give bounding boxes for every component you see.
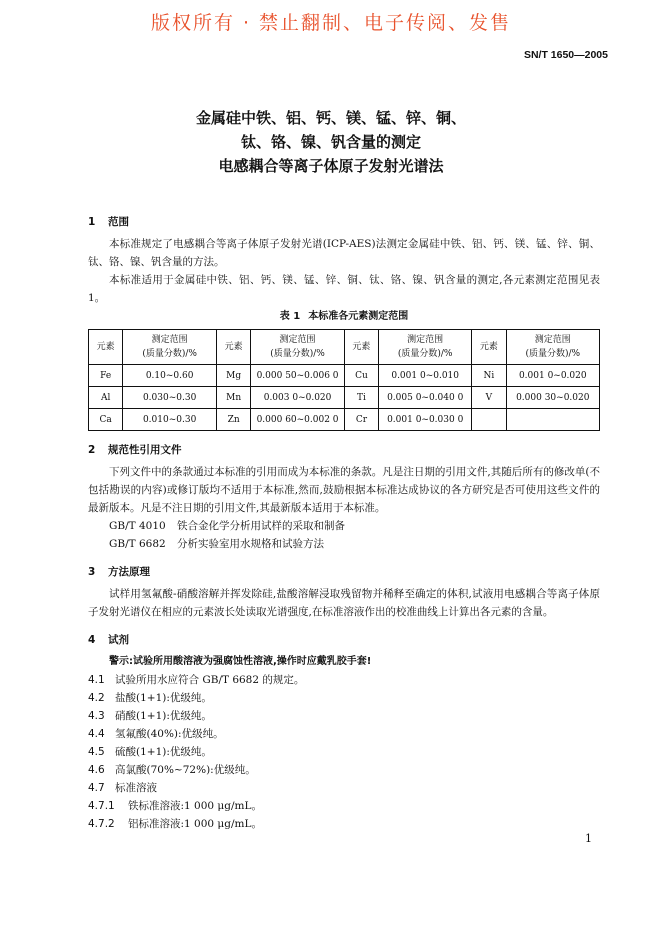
- scope-paragraph-2: 本标准适用于金属硅中铁、铝、钙、镁、锰、锌、铜、钛、铬、镍、钒含量的测定,各元素测定范围见表 1。: [88, 274, 600, 304]
- cell-element: Mn: [216, 387, 250, 409]
- section-heading-normative-references: [88, 441, 600, 459]
- title-line-2: 钛、铬、镍、钒含量的测定: [240, 133, 421, 151]
- reagent-item: [88, 707, 600, 725]
- document-title: [0, 106, 662, 178]
- header-element: 元素: [344, 330, 378, 365]
- document-body: [88, 206, 600, 833]
- table-row: [89, 387, 600, 409]
- section-title: 规范性引用文件: [108, 444, 182, 456]
- item-text: 氢氟酸(40%):优级纯。: [115, 728, 224, 740]
- cell-range: 0.000 60~0.002 0: [251, 409, 344, 431]
- table-title: 本标准各元素测定范围: [308, 311, 409, 322]
- header-range: 测定范围 (质量分数)/%: [123, 330, 217, 365]
- header-element: 元素: [216, 330, 250, 365]
- cell-range: 0.000 50~0.006 0: [251, 365, 344, 387]
- cell-range: 0.001 0~0.010: [379, 365, 472, 387]
- cell-element: Al: [89, 387, 123, 409]
- section-number: 2: [88, 444, 96, 456]
- header-element: 元素: [89, 330, 123, 365]
- section-title: 范围: [108, 216, 129, 228]
- scope-paragraph-1: 本标准规定了电感耦合等离子体原子发射光谱(ICP-AES)法测定金属硅中铁、铝、钙、镁、锰、锌、铜、钛、铬、镍、钒含量的方法。: [88, 238, 600, 268]
- item-number: 4.3: [88, 710, 105, 722]
- cell-range: 0.003 0~0.020: [251, 387, 344, 409]
- header-range: 测定范围 (质量分数)/%: [379, 330, 472, 365]
- reagent-item: [88, 815, 600, 833]
- item-text: 试验所用水应符合 GB/T 6682 的规定。: [115, 674, 305, 686]
- cell-range: 0.000 30~0.020: [506, 387, 599, 409]
- item-number: 4.7: [88, 782, 105, 794]
- reagent-item: [88, 671, 600, 689]
- reference-item: [88, 517, 600, 535]
- measurement-range-table: [88, 329, 600, 431]
- reagent-item: [88, 761, 600, 779]
- cell-element: Ca: [89, 409, 123, 431]
- item-number: 4.7.1: [88, 800, 115, 812]
- section-title: 方法原理: [108, 566, 150, 578]
- section-heading-scope: [88, 213, 600, 231]
- cell-range: 0.010~0.30: [123, 409, 217, 431]
- cell-range: 0.001 0~0.020: [506, 365, 599, 387]
- header-range: 测定范围 (质量分数)/%: [506, 330, 599, 365]
- cell-element: Fe: [89, 365, 123, 387]
- section-heading-principle: [88, 563, 600, 581]
- section-number: 1: [88, 216, 96, 228]
- table-header-row: [89, 330, 600, 365]
- table-caption: [88, 308, 600, 326]
- section-title: 试剂: [108, 634, 129, 646]
- safety-warning: 警示:试验所用酸溶液为强腐蚀性溶液,操作时应戴乳胶手套!: [109, 656, 372, 667]
- item-text: 标准溶液: [115, 782, 157, 794]
- item-text: 盐酸(1+1):优级纯。: [115, 692, 212, 704]
- cell-element: Cr: [344, 409, 378, 431]
- item-number: 4.5: [88, 746, 105, 758]
- cell-element: Zn: [216, 409, 250, 431]
- header-range: 测定范围 (质量分数)/%: [251, 330, 344, 365]
- cell-range: 0.005 0~0.040 0: [379, 387, 472, 409]
- item-number: 4.4: [88, 728, 105, 740]
- cell-element: Mg: [216, 365, 250, 387]
- reagent-item: [88, 779, 600, 797]
- cell-element: Cu: [344, 365, 378, 387]
- item-text: 铝标准溶液:1 000 μg/mL。: [128, 818, 262, 830]
- item-text: 硝酸(1+1):优级纯。: [115, 710, 212, 722]
- reference-code: GB/T 4010: [109, 520, 166, 532]
- section-heading-reagents: [88, 631, 600, 649]
- reagent-item: [88, 689, 600, 707]
- reference-title: 分析实验室用水规格和试验方法: [177, 538, 324, 550]
- title-line-1: 金属硅中铁、铝、钙、镁、锰、锌、铜、: [195, 109, 466, 127]
- cell-element: [472, 409, 506, 431]
- references-paragraph: 下列文件中的条款通过本标准的引用而成为本标准的条款。凡是注日期的引用文件,其随后所有的修改单(不包括勘误的内容)或修订版均不适用于本标准,然而,鼓励根据本标准达成协议的各方研究是否可使用这些文件的最新版本。凡是不注日期的引用文件,其最新版本适用于本标准。: [88, 466, 600, 514]
- cell-element: Ti: [344, 387, 378, 409]
- cell-element: V: [472, 387, 506, 409]
- section-number: 3: [88, 566, 96, 578]
- page-number: 1: [585, 832, 592, 845]
- table-row: [89, 365, 600, 387]
- reagent-item: [88, 797, 600, 815]
- copyright-banner: 版权所有 · 禁止翻制、电子传阅、发售: [150, 12, 512, 34]
- reagent-item: [88, 725, 600, 743]
- item-number: 4.7.2: [88, 818, 115, 830]
- reference-code: GB/T 6682: [109, 538, 166, 550]
- reference-item: [88, 535, 600, 553]
- item-text: 硫酸(1+1):优级纯。: [115, 746, 212, 758]
- item-number: 4.1: [88, 674, 105, 686]
- cell-element: Ni: [472, 365, 506, 387]
- table-row: [89, 409, 600, 431]
- header-element: 元素: [472, 330, 506, 365]
- item-text: 铁标准溶液:1 000 μg/mL。: [128, 800, 262, 812]
- title-line-3: 电感耦合等离子体原子发射光谱法: [218, 157, 444, 175]
- table-label: 表 1: [279, 311, 301, 322]
- item-number: 4.2: [88, 692, 105, 704]
- cell-range: 0.10~0.60: [123, 365, 217, 387]
- cell-range: 0.001 0~0.030 0: [379, 409, 472, 431]
- section-number: 4: [88, 634, 96, 646]
- item-text: 高氯酸(70%~72%):优级纯。: [115, 764, 256, 776]
- principle-paragraph: 试样用氢氟酸-硝酸溶解并挥发除硅,盐酸溶解浸取残留物并稀释至确定的体积,试液用电感耦合等离子体原子发射光谱仪在相应的元素波长处读取光谱强度,在标准溶液作出的校准曲线上计算出各元素的含量。: [88, 588, 600, 618]
- cell-range: 0.030~0.30: [123, 387, 217, 409]
- reagent-item: [88, 743, 600, 761]
- cell-range: [506, 409, 599, 431]
- item-number: 4.6: [88, 764, 105, 776]
- reference-title: 铁合金化学分析用试样的采取和制备: [177, 520, 345, 532]
- standard-code: SN/T 1650—2005: [523, 49, 608, 61]
